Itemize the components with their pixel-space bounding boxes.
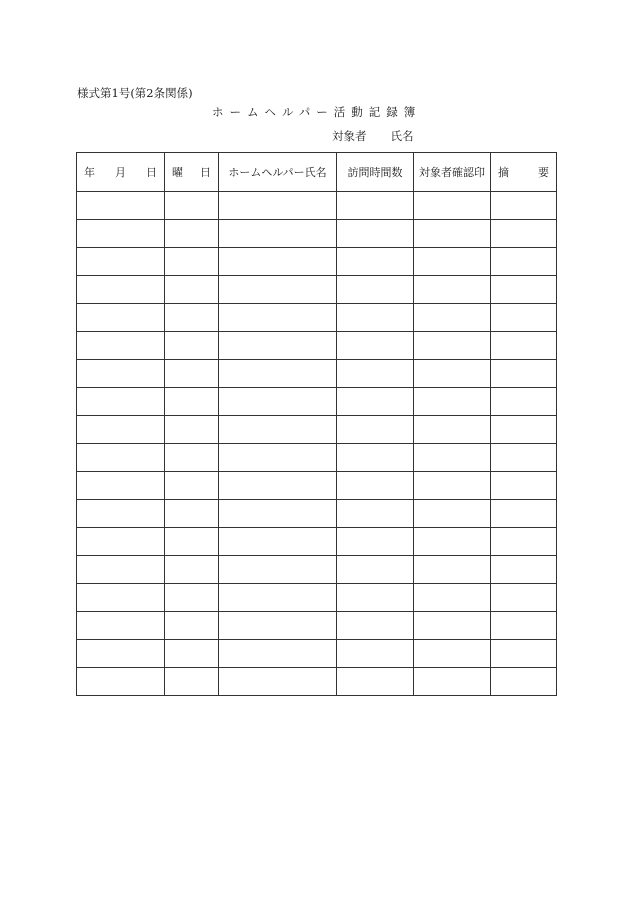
table-row (77, 416, 557, 444)
cell-helper-name (219, 556, 337, 584)
header-day-of-week: 曜 日 (165, 153, 219, 192)
cell-helper-name (219, 640, 337, 668)
table-row (77, 248, 557, 276)
cell-remarks (491, 248, 557, 276)
table-row (77, 388, 557, 416)
cell-subject-seal (414, 584, 491, 612)
activity-record-table (76, 152, 557, 696)
cell-day-of-week (165, 472, 219, 500)
cell-visit-hours (337, 668, 414, 696)
cell-date (77, 248, 165, 276)
table-row (77, 472, 557, 500)
cell-remarks (491, 332, 557, 360)
cell-visit-hours (337, 556, 414, 584)
cell-day-of-week (165, 612, 219, 640)
cell-helper-name (219, 528, 337, 556)
cell-day-of-week (165, 640, 219, 668)
cell-date (77, 360, 165, 388)
cell-helper-name (219, 584, 337, 612)
cell-remarks (491, 640, 557, 668)
table-row (77, 668, 557, 696)
cell-helper-name (219, 220, 337, 248)
cell-remarks (491, 192, 557, 220)
cell-remarks (491, 556, 557, 584)
cell-subject-seal (414, 416, 491, 444)
table-row (77, 640, 557, 668)
cell-day-of-week (165, 304, 219, 332)
cell-visit-hours (337, 360, 414, 388)
cell-subject-seal (414, 276, 491, 304)
cell-visit-hours (337, 304, 414, 332)
table-row (77, 192, 557, 220)
cell-date (77, 192, 165, 220)
cell-date (77, 276, 165, 304)
cell-day-of-week (165, 556, 219, 584)
cell-subject-seal (414, 612, 491, 640)
table-row (77, 220, 557, 248)
cell-date (77, 612, 165, 640)
table-row (77, 528, 557, 556)
cell-remarks (491, 304, 557, 332)
cell-visit-hours (337, 192, 414, 220)
cell-visit-hours (337, 472, 414, 500)
cell-date (77, 416, 165, 444)
table-header-row (77, 153, 557, 192)
cell-subject-seal (414, 220, 491, 248)
cell-helper-name (219, 444, 337, 472)
cell-day-of-week (165, 528, 219, 556)
cell-day-of-week (165, 220, 219, 248)
cell-remarks (491, 472, 557, 500)
cell-helper-name (219, 388, 337, 416)
cell-visit-hours (337, 500, 414, 528)
table-row (77, 332, 557, 360)
cell-day-of-week (165, 444, 219, 472)
cell-visit-hours (337, 416, 414, 444)
cell-visit-hours (337, 528, 414, 556)
cell-visit-hours (337, 332, 414, 360)
cell-remarks (491, 220, 557, 248)
cell-date (77, 332, 165, 360)
header-date: 年 月 日 (77, 153, 165, 192)
cell-helper-name (219, 248, 337, 276)
cell-subject-seal (414, 192, 491, 220)
table-row (77, 444, 557, 472)
table-row (77, 360, 557, 388)
cell-subject-seal (414, 528, 491, 556)
header-helper-name: ホームヘルパー氏名 (219, 153, 337, 192)
cell-subject-seal (414, 444, 491, 472)
cell-day-of-week (165, 416, 219, 444)
cell-subject-seal (414, 472, 491, 500)
cell-date (77, 304, 165, 332)
cell-remarks (491, 388, 557, 416)
subject-line (332, 128, 414, 144)
cell-remarks (491, 584, 557, 612)
table-row (77, 556, 557, 584)
cell-helper-name (219, 304, 337, 332)
cell-visit-hours (337, 220, 414, 248)
cell-visit-hours (337, 640, 414, 668)
cell-day-of-week (165, 360, 219, 388)
cell-visit-hours (337, 444, 414, 472)
cell-subject-seal (414, 360, 491, 388)
cell-subject-seal (414, 388, 491, 416)
cell-remarks (491, 612, 557, 640)
cell-day-of-week (165, 192, 219, 220)
cell-helper-name (219, 192, 337, 220)
cell-visit-hours (337, 248, 414, 276)
cell-day-of-week (165, 584, 219, 612)
cell-date (77, 584, 165, 612)
cell-date (77, 444, 165, 472)
cell-subject-seal (414, 332, 491, 360)
table-row (77, 276, 557, 304)
cell-date (77, 472, 165, 500)
cell-remarks (491, 360, 557, 388)
cell-remarks (491, 528, 557, 556)
name-label: 氏名 (390, 129, 414, 143)
cell-visit-hours (337, 612, 414, 640)
cell-day-of-week (165, 500, 219, 528)
cell-date (77, 556, 165, 584)
cell-date (77, 528, 165, 556)
table-row (77, 500, 557, 528)
cell-day-of-week (165, 388, 219, 416)
cell-helper-name (219, 472, 337, 500)
cell-helper-name (219, 276, 337, 304)
cell-helper-name (219, 332, 337, 360)
cell-visit-hours (337, 584, 414, 612)
cell-day-of-week (165, 332, 219, 360)
cell-date (77, 500, 165, 528)
header-visit-hours: 訪問時間数 (337, 153, 414, 192)
cell-subject-seal (414, 304, 491, 332)
cell-subject-seal (414, 668, 491, 696)
cell-day-of-week (165, 668, 219, 696)
subject-label: 対象者 (332, 129, 367, 143)
table-row (77, 584, 557, 612)
cell-date (77, 220, 165, 248)
cell-date (77, 640, 165, 668)
form-number: 様式第1号(第2条関係) (77, 86, 193, 100)
cell-helper-name (219, 416, 337, 444)
cell-subject-seal (414, 500, 491, 528)
cell-remarks (491, 276, 557, 304)
cell-helper-name (219, 612, 337, 640)
cell-remarks (491, 444, 557, 472)
cell-subject-seal (414, 556, 491, 584)
cell-helper-name (219, 668, 337, 696)
cell-remarks (491, 668, 557, 696)
cell-helper-name (219, 360, 337, 388)
form-title: ホームヘルパー活動記録簿 (212, 105, 422, 119)
cell-visit-hours (337, 388, 414, 416)
cell-remarks (491, 416, 557, 444)
cell-visit-hours (337, 276, 414, 304)
cell-remarks (491, 500, 557, 528)
cell-day-of-week (165, 248, 219, 276)
cell-subject-seal (414, 640, 491, 668)
header-subject-seal: 対象者確認印 (414, 153, 491, 192)
cell-helper-name (219, 500, 337, 528)
cell-date (77, 388, 165, 416)
header-remarks: 摘 要 (491, 153, 557, 192)
cell-date (77, 668, 165, 696)
cell-day-of-week (165, 276, 219, 304)
table-row (77, 304, 557, 332)
cell-subject-seal (414, 248, 491, 276)
table-row (77, 612, 557, 640)
table-body (77, 192, 557, 696)
